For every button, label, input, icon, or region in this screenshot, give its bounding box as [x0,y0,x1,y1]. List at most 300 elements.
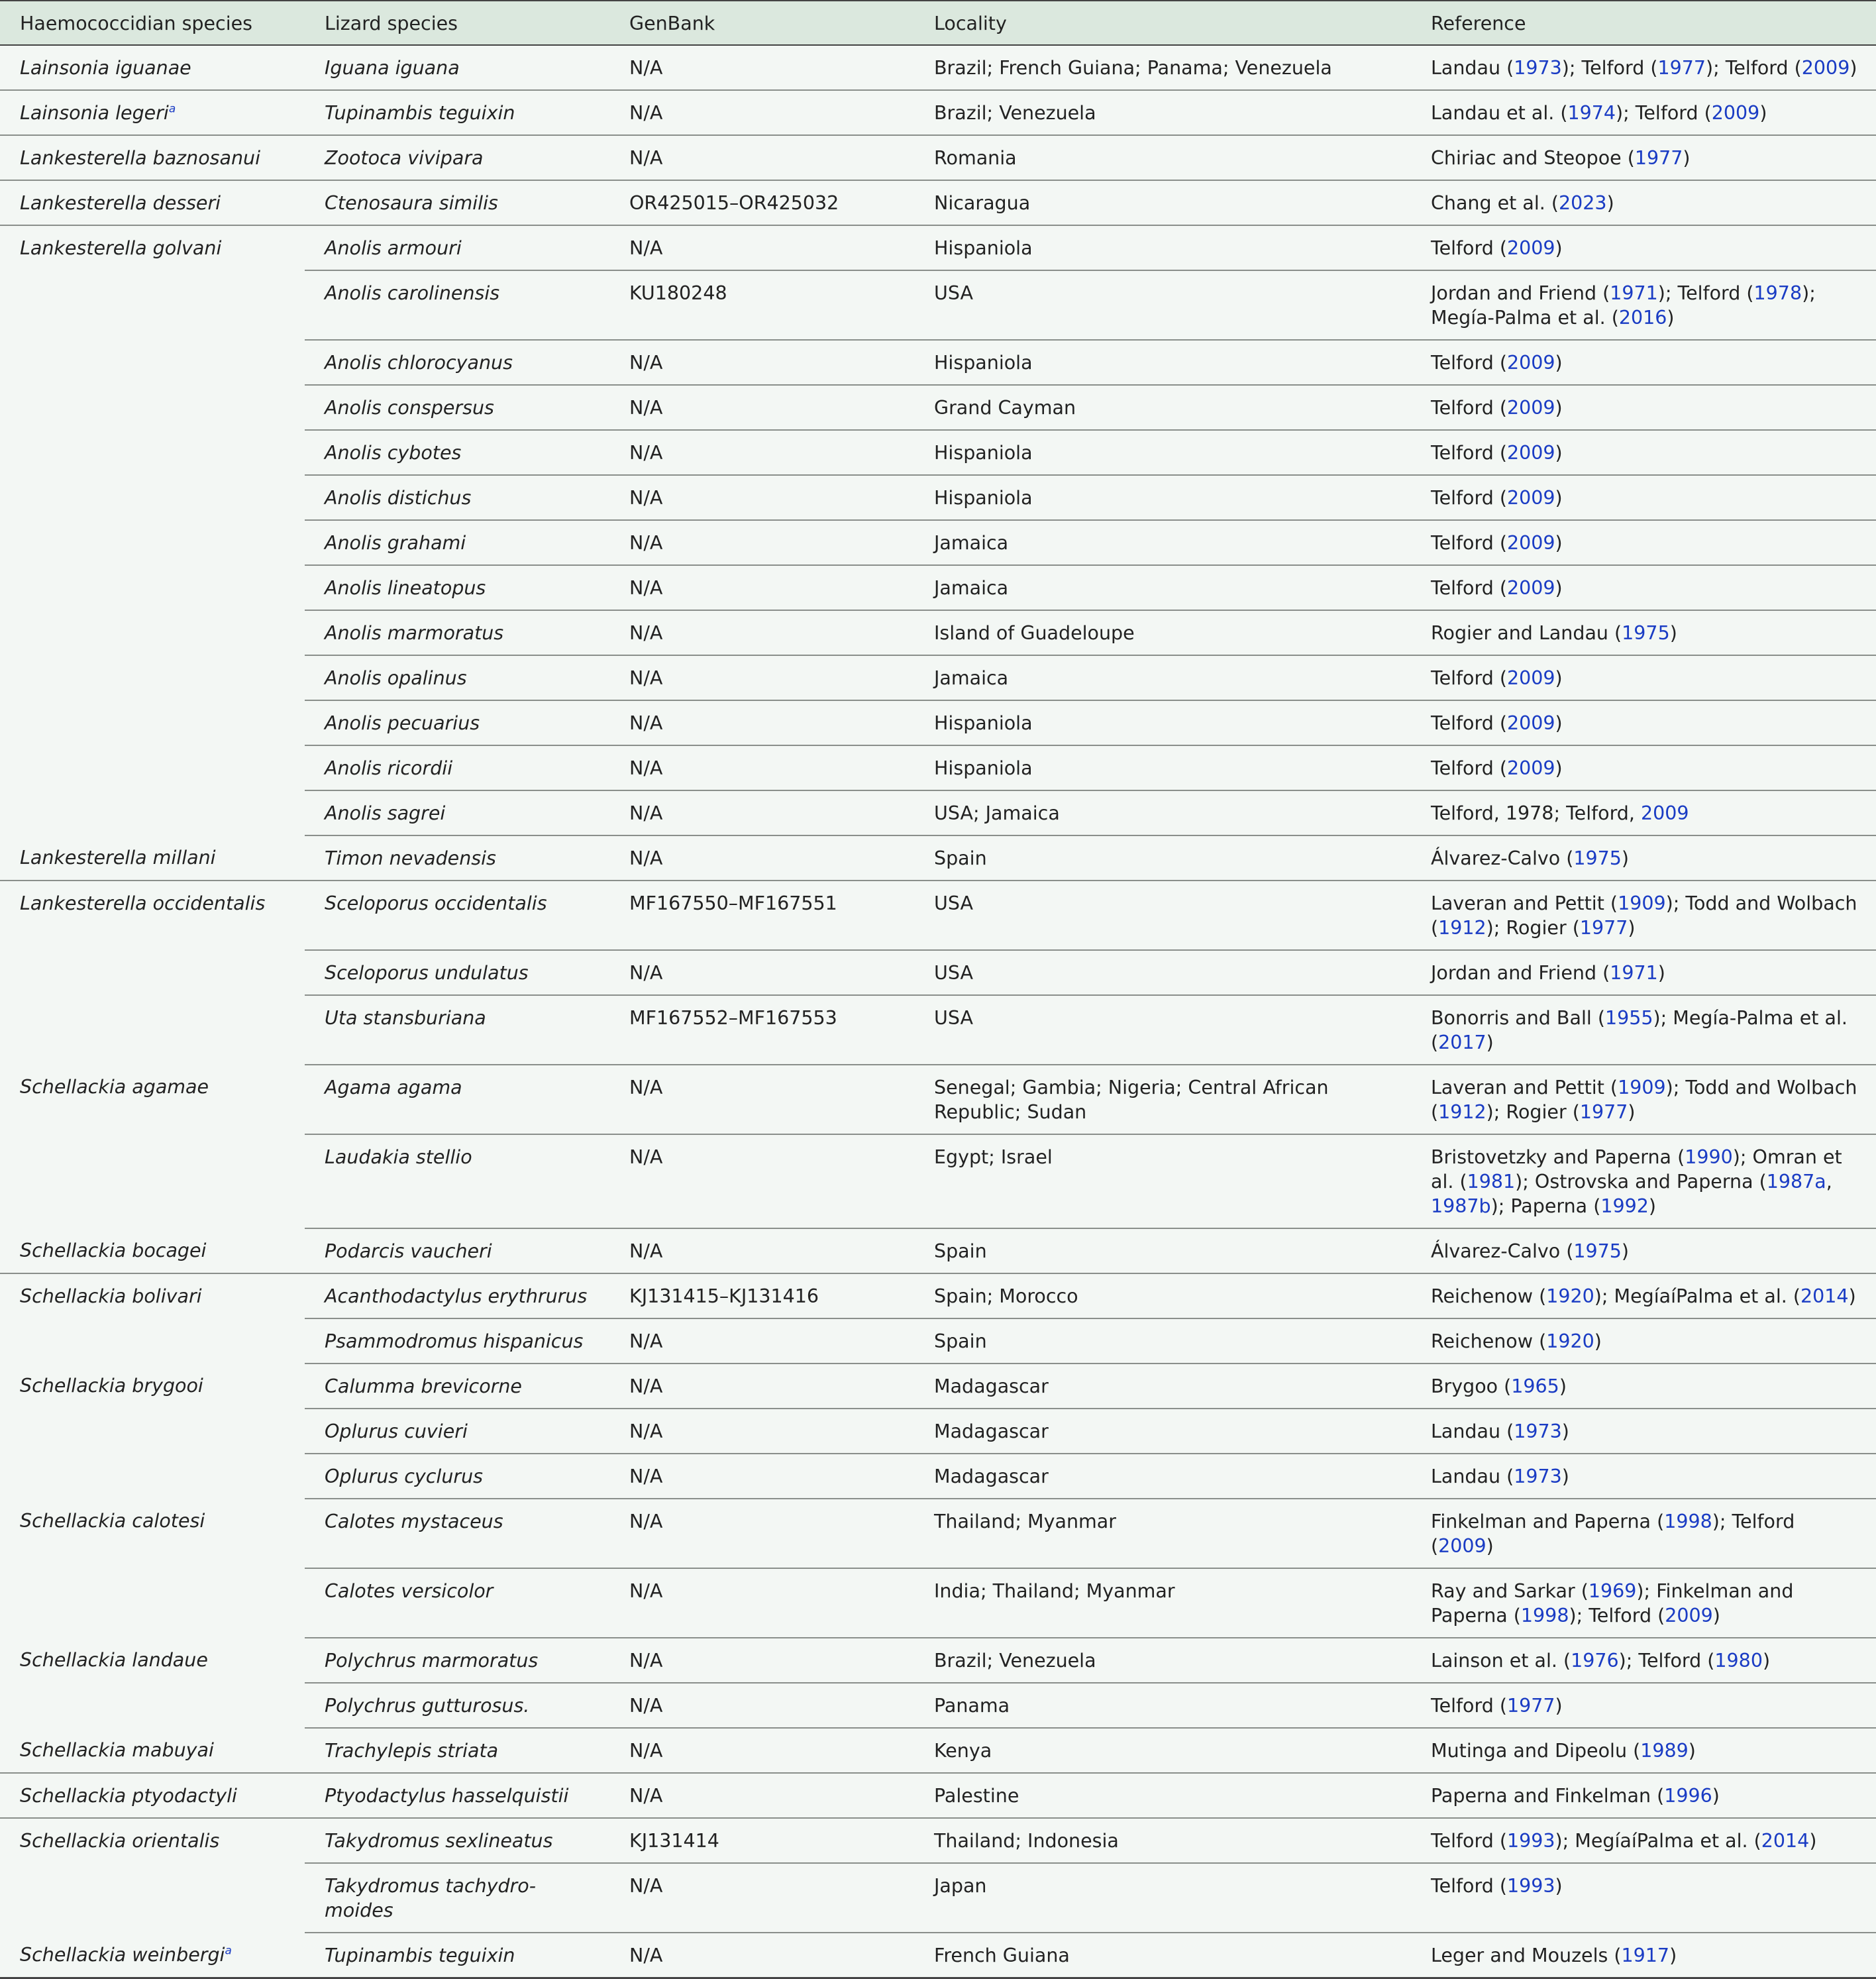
reference-cell [1411,270,1876,340]
reference-text: Landau ( [1431,1420,1514,1442]
reference-text: ) [1555,352,1563,374]
lizard-cell: Anolis opalinus [305,655,609,700]
table-row [0,475,1876,520]
reference-year-link[interactable]: 2009 [1665,1605,1713,1627]
reference-text: ) [1712,1605,1720,1627]
table-row [0,1638,1876,1683]
reference-text: Finkelman and Paperna ( [1431,1511,1665,1532]
genbank-cell: N/A [609,225,914,270]
reference-year-link[interactable]: 2009 [1506,532,1555,554]
reference-text: ) [1621,847,1630,869]
reference-year-link[interactable]: 1990 [1685,1146,1733,1168]
reference-year-link[interactable]: 2009 [1506,442,1555,464]
reference-cell [1411,1683,1876,1728]
reference-year-link[interactable]: 1971 [1610,282,1658,304]
lizard-cell: Timon nevadensis [305,835,609,881]
reference-cell [1411,1568,1876,1638]
reference-cell [1411,1409,1876,1454]
table-row [0,1454,1876,1499]
reference-text: Telford ( [1431,1695,1507,1717]
reference-year-link[interactable]: 2009 [1506,352,1555,374]
reference-year-link[interactable]: 2009 [1711,102,1760,124]
genbank-cell: N/A [609,565,914,610]
genbank-cell: N/A [609,610,914,655]
reference-text: Telford ( [1431,532,1507,554]
genbank-cell: OR425015–OR425032 [609,180,914,225]
reference-cell [1411,835,1876,881]
reference-text: ); Telford ( [1618,1650,1715,1672]
reference-text: ); MegíaíPalma et al. ( [1594,1285,1801,1307]
reference-text: Landau ( [1431,1466,1514,1487]
reference-year-link[interactable]: 1973 [1514,1420,1562,1442]
lizard-cell: Anolis grahami [305,520,609,565]
reference-cell [1411,1364,1876,1409]
table-row [0,1409,1876,1454]
reference-year-link[interactable]: 2009 [1506,712,1555,734]
species-cell [0,385,305,430]
reference-year-link[interactable]: 1965 [1511,1375,1559,1397]
lizard-cell: Acanthodactylus erythrurus [305,1273,609,1318]
lizard-cell: Calotes mystaceus [305,1499,609,1568]
reference-year-link[interactable]: 2009 [1506,667,1555,689]
table-row [0,1568,1876,1638]
reference-text: ); Megía-Palma et al. ( [1431,282,1816,329]
reference-text: , [1826,1171,1832,1193]
lizard-cell: Anolis ricordii [305,745,609,790]
table-row [0,385,1876,430]
table-row [0,90,1876,135]
reference-year-link[interactable]: 1971 [1610,962,1658,984]
reference-year-link[interactable]: 2014 [1800,1285,1849,1307]
reference-cell [1411,1065,1876,1134]
reference-text: Chiriac and Steopoe ( [1431,147,1635,169]
reference-year-link[interactable]: 2016 [1618,307,1667,329]
reference-text: ) [1555,532,1563,554]
reference-year-link[interactable]: 2009 [1506,487,1555,509]
reference-cell [1411,90,1876,135]
reference-year-link[interactable]: 1969 [1588,1580,1637,1602]
reference-text: Landau et al. ( [1431,102,1568,124]
reference-year-link[interactable]: 1909 [1618,1077,1666,1098]
locality-cell: Kenya [914,1728,1411,1773]
reference-text: Jordan and Friend ( [1431,282,1610,304]
reference-year-link[interactable]: 1920 [1546,1330,1594,1352]
reference-cell [1411,520,1876,565]
table-row [0,270,1876,340]
species-cell: Schellackia brygooi [20,1375,203,1397]
reference-cell [1411,135,1876,180]
lizard-cell: Anolis cybotes [305,430,609,475]
lizard-cell: Sceloporus undulatus [305,950,609,995]
reference-text: ) [1667,307,1675,329]
reference-text: ) [1555,1875,1563,1897]
lizard-cell: Anolis pecuarius [305,700,609,745]
species-cell: Lankesterella baznosanui [0,135,305,180]
reference-text: ); Ostrovska and Paperna ( [1515,1171,1767,1193]
reference-text: ) [1555,237,1563,259]
table-row [0,1228,1876,1273]
reference-year-link[interactable]: 2009 [1801,57,1850,79]
lizard-cell: Iguana iguana [305,45,609,90]
reference-year-link[interactable]: 1978 [1753,282,1802,304]
reference-cell [1411,565,1876,610]
reference-text: ) [1648,1195,1656,1217]
lizard-cell: Anolis lineatopus [305,565,609,610]
reference-year-link[interactable]: 1917 [1621,1945,1670,1966]
reference-text: ); Rogier ( [1486,1101,1580,1123]
genbank-cell: MF167550–MF167551 [609,881,914,950]
lizard-cell: Uta stansburiana [305,995,609,1065]
reference-year-link[interactable]: 1993 [1506,1875,1555,1897]
table-row [0,835,1876,881]
reference-text: ); Telford ( [1569,1605,1665,1627]
reference-year-link[interactable]: 1955 [1604,1007,1653,1029]
reference-text: ) [1486,1535,1494,1557]
reference-text: ); Telford ( [1431,1511,1795,1557]
species-cell [0,1683,305,1728]
reference-text: ) [1555,397,1563,419]
species-cell [0,475,305,520]
species-cell: Schellackia bolivari [20,1285,202,1307]
table-row [0,1065,1876,1134]
reference-text: ); Telford ( [1616,102,1712,124]
species-cell [0,430,305,475]
reference-text: ) [1848,1285,1856,1307]
table-row [0,1364,1876,1409]
reference-year-link[interactable]: 2017 [1438,1032,1486,1053]
reference-text: ) [1561,1466,1569,1487]
locality-cell: Hispaniola [914,340,1411,385]
reference-text: Mutinga and Dipeolu ( [1431,1740,1641,1762]
reference-year-link[interactable]: 1977 [1579,1101,1628,1123]
table-row [0,1863,1876,1933]
genbank-cell: N/A [609,745,914,790]
reference-text: ) [1762,1650,1771,1672]
reference-text: Telford ( [1431,1830,1507,1852]
reference-text: ); MegíaíPalma et al. ( [1555,1830,1761,1852]
reference-text: ); Todd and Wolbach ( [1431,892,1857,939]
reference-text: ); Rogier ( [1486,917,1580,939]
reference-text: Lainson et al. ( [1431,1650,1571,1672]
species-cell [0,1863,305,1933]
reference-text: ) [1850,57,1857,79]
reference-text: Telford ( [1431,577,1507,599]
reference-year-link[interactable]: 2009 [1641,802,1689,824]
header-reference: Reference [1411,1,1876,45]
reference-year-link[interactable]: 1981 [1467,1171,1516,1193]
reference-year-link[interactable]: 1989 [1640,1740,1689,1762]
reference-text: ) [1555,487,1563,509]
table-row [0,135,1876,180]
reference-text: Reichenow ( [1431,1330,1547,1352]
genbank-cell: N/A [609,1773,914,1818]
reference-year-link[interactable]: 1973 [1514,57,1562,79]
genbank-cell: N/A [609,1454,914,1499]
reference-year-link[interactable]: 1998 [1520,1605,1569,1627]
reference-text: Telford ( [1431,442,1507,464]
footnote-marker: a [168,102,176,116]
genbank-cell: N/A [609,90,914,135]
genbank-cell: N/A [609,700,914,745]
reference-year-link[interactable]: 2009 [1438,1535,1486,1557]
species-cell: Lankesterella occidentalis [20,892,266,914]
table-row [0,881,1876,950]
reference-year-link[interactable]: 1975 [1573,847,1622,869]
locality-cell: Hispaniola [914,745,1411,790]
species-cell [0,1568,305,1638]
reference-text: Paperna and Finkelman ( [1431,1785,1665,1807]
reference-text: ); Telford ( [1657,282,1754,304]
reference-cell [1411,385,1876,430]
reference-text: Chang et al. ( [1431,192,1559,214]
species-cell [0,520,305,565]
species-cell [0,270,305,340]
reference-year-link[interactable]: 2009 [1506,397,1555,419]
reference-cell [1411,881,1876,950]
reference-cell [1411,790,1876,835]
reference-year-link[interactable]: 1975 [1573,1240,1622,1262]
reference-year-link[interactable]: 1977 [1579,917,1628,939]
reference-cell [1411,1273,1876,1318]
reference-year-link[interactable]: 1975 [1622,622,1670,644]
species-cell [0,790,305,835]
locality-cell: Senegal; Gambia; Nigeria; Central African Republic; Sudan [914,1065,1411,1134]
locality-cell: Thailand; Myanmar [914,1499,1411,1568]
species-cell: Schellackia calotesi [20,1510,205,1532]
genbank-cell: N/A [609,1318,914,1364]
genbank-cell: KJ131415–KJ131416 [609,1273,914,1318]
genbank-cell: N/A [609,475,914,520]
table-row [0,655,1876,700]
genbank-cell: N/A [609,1065,914,1134]
reference-year-link[interactable]: 2023 [1559,192,1607,214]
genbank-cell: N/A [609,1683,914,1728]
species-cell [0,565,305,610]
genbank-cell: N/A [609,430,914,475]
genbank-cell: N/A [609,135,914,180]
header-lizard: Lizard species [305,1,609,45]
header-row [0,1,1876,45]
lizard-cell: Podarcis vaucheri [305,1228,609,1273]
lizard-cell: Ptyodactylus hasselquistii [305,1773,609,1818]
reference-text: ) [1688,1740,1696,1762]
table-body [0,45,1876,1978]
lizard-cell: Calumma brevicorne [305,1364,609,1409]
genbank-cell: N/A [609,1728,914,1773]
reference-year-link[interactable]: 2009 [1506,757,1555,779]
species-cell: Schellackia orientalis [20,1830,220,1852]
locality-cell: Hispaniola [914,225,1411,270]
reference-year-link[interactable]: 1909 [1618,892,1666,914]
reference-text: ) [1669,622,1677,644]
locality-cell: Romania [914,135,1411,180]
reference-cell [1411,1318,1876,1364]
genbank-cell: KJ131414 [609,1818,914,1863]
lizard-cell: Polychrus gutturosus. [305,1683,609,1728]
lizard-cell: Zootoca vivipara [305,135,609,180]
reference-year-link[interactable]: 1912 [1438,917,1486,939]
table-row [0,565,1876,610]
species-cell [0,610,305,655]
genbank-cell: N/A [609,1568,914,1638]
locality-cell: USA [914,950,1411,995]
reference-year-link[interactable]: 1976 [1571,1650,1619,1672]
reference-cell [1411,1773,1876,1818]
reference-year-link[interactable]: 2009 [1506,577,1555,599]
table-row [0,610,1876,655]
reference-text: ) [1657,962,1665,984]
reference-text: Telford ( [1431,1875,1507,1897]
reference-cell [1411,995,1876,1065]
genbank-cell: N/A [609,1933,914,1978]
locality-cell: USA [914,270,1411,340]
reference-text: ) [1628,917,1636,939]
genbank-cell: N/A [609,1134,914,1228]
reference-text: Telford ( [1431,487,1507,509]
reference-cell [1411,1863,1876,1933]
reference-text: ) [1555,667,1563,689]
reference-cell [1411,610,1876,655]
reference-text: ) [1555,442,1563,464]
reference-year-link[interactable]: 1977 [1634,147,1683,169]
table-row [0,430,1876,475]
genbank-cell: KU180248 [609,270,914,340]
lizard-cell: Ctenosaura similis [305,180,609,225]
reference-text: ) [1555,577,1563,599]
reference-year-link[interactable]: 1980 [1714,1650,1763,1672]
reference-cell [1411,1228,1876,1273]
reference-cell [1411,1638,1876,1683]
table-row [0,340,1876,385]
locality-cell: Island of Guadeloupe [914,610,1411,655]
reference-cell [1411,225,1876,270]
lizard-cell: Tupinambis teguixin [305,1933,609,1978]
reference-year-link[interactable]: 2014 [1761,1830,1810,1852]
table-row [0,1134,1876,1228]
locality-cell: Thailand; Indonesia [914,1818,1411,1863]
reference-text: ) [1683,147,1691,169]
species-cell [0,1134,305,1228]
table-row [0,1683,1876,1728]
genbank-cell: N/A [609,1638,914,1683]
locality-cell: Hispaniola [914,700,1411,745]
species-cell: Lankesterella golvani [20,237,222,259]
lizard-cell: Trachylepis striata [305,1728,609,1773]
species-cell: Lankesterella millani [0,835,305,881]
species-cell [0,340,305,385]
reference-text: ); Megía-Palma et al. ( [1431,1007,1848,1053]
lizard-cell: Anolis carolinensis [305,270,609,340]
reference-text: ) [1809,1830,1817,1852]
lizard-cell: Anolis marmoratus [305,610,609,655]
reference-year-link[interactable]: 1973 [1514,1466,1562,1487]
species-cell: Schellackia landaue [20,1649,208,1671]
locality-cell: Spain; Morocco [914,1273,1411,1318]
genbank-cell: MF167552–MF167553 [609,995,914,1065]
table-row [0,1728,1876,1773]
table-row [0,1499,1876,1568]
locality-cell: French Guiana [914,1933,1411,1978]
reference-year-link[interactable]: 1987b [1431,1195,1491,1217]
species-cell [0,1318,305,1364]
locality-cell: Egypt; Israel [914,1134,1411,1228]
lizard-cell: Anolis conspersus [305,385,609,430]
lizard-cell: Sceloporus occidentalis [305,881,609,950]
reference-text: Landau ( [1431,57,1514,79]
footnote-marker: a [225,1944,232,1958]
genbank-cell: N/A [609,1863,914,1933]
locality-cell: Grand Cayman [914,385,1411,430]
reference-text: Ray and Sarkar ( [1431,1580,1589,1602]
reference-text: ) [1759,102,1767,124]
reference-cell [1411,430,1876,475]
reference-year-link[interactable]: 1993 [1506,1830,1555,1852]
lizard-cell: Tupinambis teguixin [305,90,609,135]
genbank-cell: N/A [609,1499,914,1568]
reference-year-link[interactable]: 1996 [1664,1785,1712,1807]
reference-text: ) [1486,1032,1494,1053]
header-species: Haemococcidian species [0,1,305,45]
lizard-cell: Calotes versicolor [305,1568,609,1638]
locality-cell: Panama [914,1683,1411,1728]
species-cell [0,1454,305,1499]
lizard-cell: Oplurus cyclurus [305,1454,609,1499]
species-cell: Schellackia bocagei [0,1228,305,1273]
table-row [0,225,1876,270]
reference-year-link[interactable]: 1987a [1766,1171,1826,1193]
locality-cell: Jamaica [914,655,1411,700]
reference-text: Telford ( [1431,352,1507,374]
reference-year-link[interactable]: 1977 [1657,57,1706,79]
reference-year-link[interactable]: 2009 [1506,237,1555,259]
header-genbank: GenBank [609,1,914,45]
genbank-cell: N/A [609,1364,914,1409]
reference-year-link[interactable]: 1998 [1664,1511,1712,1532]
reference-text: Telford ( [1431,757,1507,779]
locality-cell: Nicaragua [914,180,1411,225]
locality-cell: Brazil; Venezuela [914,90,1411,135]
table-row [0,520,1876,565]
reference-text: ) [1555,1695,1563,1717]
reference-text: ); Telford ( [1706,57,1802,79]
reference-text: ) [1559,1375,1567,1397]
reference-cell [1411,45,1876,90]
locality-cell: Madagascar [914,1409,1411,1454]
reference-text: Telford, 1978; Telford, [1431,802,1642,824]
locality-cell: Brazil; French Guiana; Panama; Venezuela [914,45,1411,90]
reference-year-link[interactable]: 1977 [1506,1695,1555,1717]
reference-text: ) [1561,1420,1569,1442]
table-row [0,1318,1876,1364]
genbank-cell: N/A [609,1409,914,1454]
reference-text: ); Finkelman and Paperna ( [1431,1580,1794,1627]
table-row [0,745,1876,790]
reference-year-link[interactable]: 1920 [1546,1285,1594,1307]
reference-cell [1411,340,1876,385]
locality-cell: Spain [914,1318,1411,1364]
species-cell [0,655,305,700]
reference-text: Telford ( [1431,712,1507,734]
reference-cell [1411,950,1876,995]
reference-year-link[interactable]: 1912 [1438,1101,1486,1123]
locality-cell: Spain [914,1228,1411,1273]
reference-year-link[interactable]: 1992 [1600,1195,1649,1217]
reference-text: Telford ( [1431,667,1507,689]
locality-cell: USA; Jamaica [914,790,1411,835]
reference-year-link[interactable]: 1974 [1567,102,1616,124]
reference-text: ); Todd and Wolbach ( [1431,1077,1857,1123]
genbank-cell: N/A [609,790,914,835]
